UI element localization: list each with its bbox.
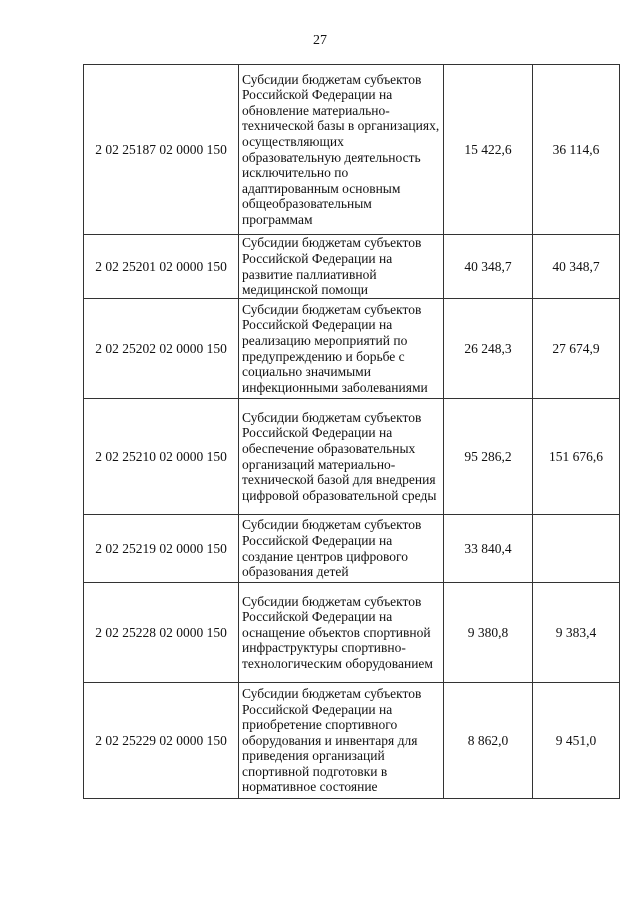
- description-cell: Субсидии бюджетам субъектов Российской Федерации на приобретение спортивного оборудования и инвентаря для приведения организаций спортивной подготовки в нормативное состояние: [239, 683, 444, 799]
- amount-second-cell: 151 676,6: [533, 399, 620, 515]
- description-cell: Субсидии бюджетам субъектов Российской Федерации на реализацию мероприятий по предупреждению и борьбе с социально значимыми инфекционными заболеваниями: [239, 299, 444, 399]
- table-row: [84, 683, 620, 799]
- amount-first-cell: 26 248,3: [444, 299, 533, 399]
- amount-second-cell: 9 451,0: [533, 683, 620, 799]
- description-cell: Субсидии бюджетам субъектов Российской Федерации на развитие паллиативной медицинской помощи: [239, 235, 444, 299]
- description-cell: Субсидии бюджетам субъектов Российской Федерации на оснащение объектов спортивной инфраструктуры спортивно-технологическим оборудованием: [239, 583, 444, 683]
- table-row: [84, 299, 620, 399]
- budget-code-cell: 2 02 25219 02 0000 150: [84, 515, 239, 583]
- table-row: [84, 399, 620, 515]
- amount-second-cell: 36 114,6: [533, 65, 620, 235]
- budget-code-cell: 2 02 25210 02 0000 150: [84, 399, 239, 515]
- budget-code-cell: 2 02 25202 02 0000 150: [84, 299, 239, 399]
- table-row: [84, 65, 620, 235]
- budget-code-cell: 2 02 25187 02 0000 150: [84, 65, 239, 235]
- table-row: [84, 235, 620, 299]
- budget-code-cell: 2 02 25201 02 0000 150: [84, 235, 239, 299]
- page-number: 27: [313, 33, 327, 48]
- amount-second-cell: 40 348,7: [533, 235, 620, 299]
- amount-first-cell: 95 286,2: [444, 399, 533, 515]
- budget-table: [83, 64, 620, 799]
- amount-second-cell: 27 674,9: [533, 299, 620, 399]
- amount-second-cell: 9 383,4: [533, 583, 620, 683]
- amount-first-cell: 9 380,8: [444, 583, 533, 683]
- budget-code-cell: 2 02 25229 02 0000 150: [84, 683, 239, 799]
- amount-first-cell: 33 840,4: [444, 515, 533, 583]
- table-row: [84, 515, 620, 583]
- table-row: [84, 583, 620, 683]
- budget-code-cell: 2 02 25228 02 0000 150: [84, 583, 239, 683]
- description-cell: Субсидии бюджетам субъектов Российской Федерации на создание центров цифрового образования детей: [239, 515, 444, 583]
- description-cell: Субсидии бюджетам субъектов Российской Федерации на обновление материально-технической базы в организациях, осуществляющих образовательную деятельность исключительно по адаптированным основным общеобразовательным программам: [239, 65, 444, 235]
- amount-first-cell: 8 862,0: [444, 683, 533, 799]
- description-cell: Субсидии бюджетам субъектов Российской Федерации на обеспечение образовательных организаций материально-технической базой для внедрения цифровой образовательной среды: [239, 399, 444, 515]
- amount-second-cell: [533, 515, 620, 583]
- amount-first-cell: 40 348,7: [444, 235, 533, 299]
- amount-first-cell: 15 422,6: [444, 65, 533, 235]
